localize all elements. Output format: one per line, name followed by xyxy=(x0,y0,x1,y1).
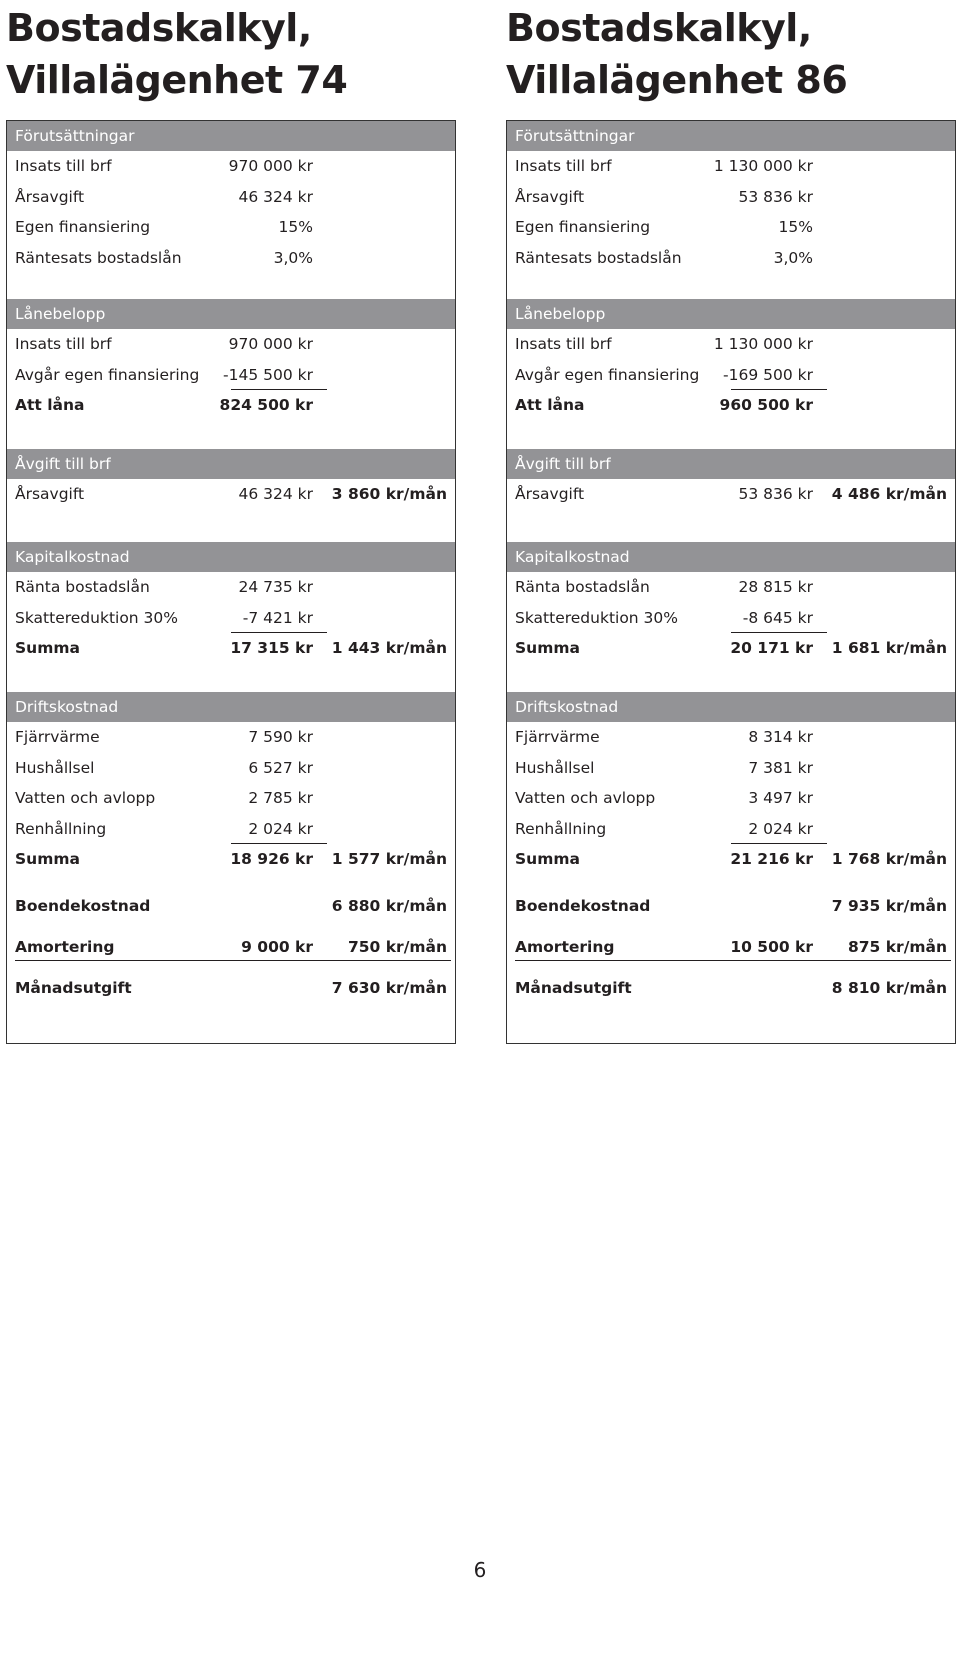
table-row: Hushållsel 6 527 kr xyxy=(15,758,313,777)
table-row: Räntesats bostadslån 3,0% xyxy=(15,248,313,267)
calc-column-86 xyxy=(506,0,956,1044)
table-row: Renhållning 2 024 kr xyxy=(7,814,455,845)
table-row: Skattereduktion 30% -7 421 kr xyxy=(7,603,455,634)
section-avgift xyxy=(507,449,955,510)
amortering-row xyxy=(507,932,955,962)
section-header: Kapitalkostnad xyxy=(7,542,455,572)
section-forutsattningar xyxy=(507,121,955,273)
total-row: Amortering 9 000 kr 750 kr/mån xyxy=(7,932,455,962)
total-row: Summa 17 315 kr 1 443 kr/mån xyxy=(15,639,447,657)
table-row: Vatten och avlopp 3 497 kr xyxy=(515,789,813,807)
table-row: Avgår egen finansiering -145 500 kr xyxy=(7,360,455,391)
amortering-row xyxy=(7,932,455,962)
table-row: Avgår egen finansiering -169 500 kr xyxy=(507,360,955,391)
table-row: Insats till brf 1 130 000 kr xyxy=(515,335,813,353)
section-lanebelopp xyxy=(507,299,955,421)
section-avgift xyxy=(7,449,455,510)
section-forutsattningar xyxy=(7,121,455,273)
page-number: 6 xyxy=(473,1558,487,1582)
section-header: Åvgift till brf xyxy=(507,449,955,479)
calc-column-74 xyxy=(6,0,456,1044)
table-row: Egen finansiering 15% xyxy=(515,218,813,236)
table-row: Insats till brf 970 000 kr xyxy=(15,335,313,353)
section-header: Kapitalkostnad xyxy=(507,542,955,572)
table-row: Insats till brf 1 130 000 kr xyxy=(515,157,813,175)
boendekostnad-row xyxy=(7,891,455,921)
total-row: Summa 18 926 kr 1 577 kr/mån xyxy=(15,850,447,868)
table-row: Räntesats bostadslån 3,0% xyxy=(515,248,813,267)
total-row: Månadsutgift 7 630 kr/mån xyxy=(15,979,447,997)
boendekostnad-row xyxy=(507,891,955,921)
table-row: Vatten och avlopp 2 785 kr xyxy=(15,789,313,807)
section-header: Driftskostnad xyxy=(7,692,455,722)
manadsutgift-row xyxy=(7,973,455,1003)
table-row: Årsavgift 53 836 kr xyxy=(515,187,813,206)
total-row: Att låna 960 500 kr xyxy=(515,396,813,414)
section-header: Åvgift till brf xyxy=(7,449,455,479)
table-row: Renhållning 2 024 kr xyxy=(507,814,955,845)
section-header: Driftskostnad xyxy=(507,692,955,722)
table-row: Egen finansiering 15% xyxy=(15,218,313,236)
section-header: Förutsättningar xyxy=(7,121,455,151)
section-header: Förutsättningar xyxy=(507,121,955,151)
table-row: Fjärrvärme 8 314 kr xyxy=(515,728,813,746)
table-row: Skattereduktion 30% -8 645 kr xyxy=(507,603,955,634)
section-driftskostnad xyxy=(7,692,455,875)
table-row: Fjärrvärme 7 590 kr xyxy=(15,728,313,746)
table-row: Ränta bostadslån 24 735 kr xyxy=(15,578,313,596)
table-row: Insats till brf 970 000 kr xyxy=(15,157,313,175)
section-kapitalkostnad xyxy=(7,542,455,664)
total-row: Att låna 824 500 kr xyxy=(15,396,313,414)
total-row: Boendekostnad 7 935 kr/mån xyxy=(515,897,947,915)
table-row: Hushållsel 7 381 kr xyxy=(515,758,813,777)
calc-box xyxy=(6,120,456,1044)
total-row: Boendekostnad 6 880 kr/mån xyxy=(15,897,447,915)
page-title: Bostadskalkyl, Villalägenhet 86 xyxy=(506,6,848,102)
section-kapitalkostnad xyxy=(507,542,955,664)
total-row: Amortering 10 500 kr 875 kr/mån xyxy=(507,932,955,962)
table-row: Årsavgift 46 324 kr 3 860 kr/mån xyxy=(15,485,447,503)
manadsutgift-row xyxy=(507,973,955,1003)
table-row: Ränta bostadslån 28 815 kr xyxy=(515,578,813,596)
section-driftskostnad xyxy=(507,692,955,875)
total-row: Månadsutgift 8 810 kr/mån xyxy=(515,979,947,997)
section-header: Lånebelopp xyxy=(507,299,955,329)
page-title: Bostadskalkyl, Villalägenhet 74 xyxy=(6,6,348,102)
calc-box xyxy=(506,120,956,1044)
section-header: Lånebelopp xyxy=(7,299,455,329)
table-row: Årsavgift 46 324 kr xyxy=(15,187,313,206)
section-lanebelopp xyxy=(7,299,455,421)
total-row: Summa 20 171 kr 1 681 kr/mån xyxy=(515,639,947,657)
table-row: Årsavgift 53 836 kr 4 486 kr/mån xyxy=(515,485,947,503)
total-row: Summa 21 216 kr 1 768 kr/mån xyxy=(515,850,947,868)
